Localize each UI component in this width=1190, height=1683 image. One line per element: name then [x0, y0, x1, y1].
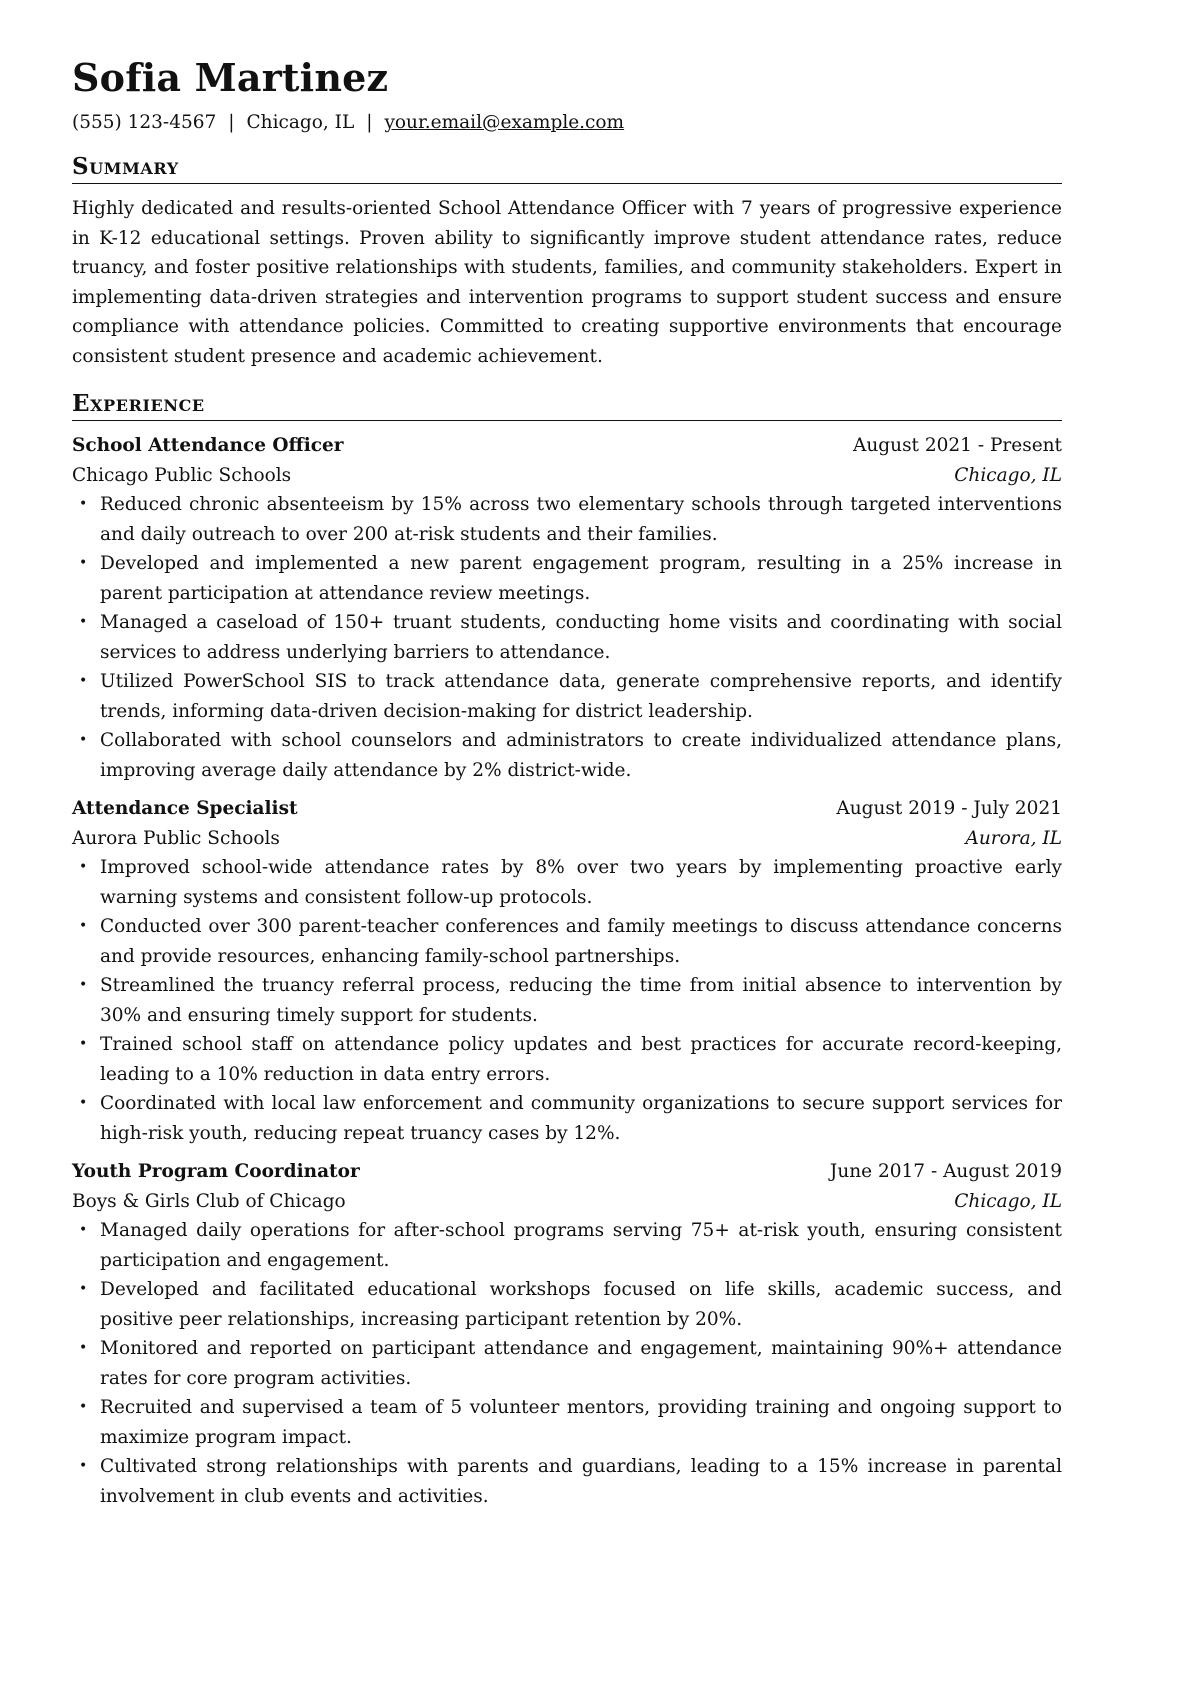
bullet-text: Reduced chronic absenteeism by 15% across two elementary schools through targeted interventions and daily outreach to over 200 at-risk students and their families. [100, 494, 1062, 545]
job-employer-row [72, 1187, 1062, 1217]
bullet-text: Recruited and supervised a team of 5 volunteer mentors, providing training and ongoing support to maximize program impact. [100, 1397, 1062, 1448]
bullet-text: Managed daily operations for after-school programs serving 75+ at-risk youth, ensuring consistent participation and engagement. [100, 1220, 1062, 1271]
bullet-icon: • [79, 977, 88, 994]
bullet-text: Managed a caseload of 150+ truant students, conducting home visits and coordinating with social services to address underlying barriers to attendance. [100, 612, 1062, 663]
job-employer: Boys & Girls Club of Chicago [72, 1190, 346, 1212]
job-header-row [72, 1157, 1062, 1187]
bullet-icon: • [79, 673, 88, 690]
list-item [72, 667, 1062, 726]
job-title: Youth Program Coordinator [72, 1161, 360, 1183]
job-employer: Chicago Public Schools [72, 464, 292, 486]
job-employer-row [72, 824, 1062, 854]
list-item [72, 1089, 1062, 1148]
bullet-icon: • [79, 918, 88, 935]
bullet-text: Streamlined the truancy referral process, reducing the time from initial absence to intervention by 30% and ensuring timely support for students. [100, 975, 1062, 1026]
job-dates: August 2021 - Present [853, 435, 1062, 457]
summary-heading: Summary [72, 154, 1062, 184]
list-item [72, 608, 1062, 667]
experience-list [72, 431, 1062, 1511]
job-header-row [72, 431, 1062, 461]
city: Chicago, IL [246, 111, 355, 133]
email-link[interactable]: your.email@example.com [384, 111, 625, 133]
list-item [72, 1216, 1062, 1275]
list-item [72, 1334, 1062, 1393]
bullet-text: Monitored and reported on participant attendance and engagement, maintaining 90%+ attendance rates for core program activities. [100, 1338, 1062, 1389]
bullet-text: Improved school-wide attendance rates by 8% over two years by implementing proactive early warning systems and consistent follow-up protocols. [100, 857, 1062, 908]
job-bullets [72, 853, 1062, 1148]
bullet-icon: • [79, 859, 88, 876]
summary-text: Highly dedicated and results-oriented School Attendance Officer with 7 years of progressive experience in K-12 educational settings. Proven ability to significantly improve student attendance rates, reduce truancy, and foster positive relationships with students, families, and community stakeholders. Expert in implementing data-driven strategies and intervention programs to support student success and ensure compliance with attendance policies. Committed to creating supportive environments that encourage consistent student presence and academic achievement. [72, 198, 1062, 367]
job-title: Attendance Specialist [72, 798, 298, 820]
job-title: School Attendance Officer [72, 435, 344, 457]
list-item [72, 549, 1062, 608]
bullet-text: Developed and facilitated educational workshops focused on life skills, academic success, and positive peer relationships, increasing participant retention by 20%. [100, 1279, 1062, 1330]
job-employer-row [72, 461, 1062, 491]
bullet-text: Collaborated with school counselors and administrators to create individualized attendance plans, improving average daily attendance by 2% district-wide. [100, 730, 1062, 781]
job-location: Aurora, IL [965, 827, 1062, 849]
list-item [72, 1452, 1062, 1511]
phone-number: (555) 123-4567 [72, 111, 217, 133]
list-item [72, 853, 1062, 912]
job-bullets [72, 490, 1062, 785]
job-entry [72, 794, 1062, 1148]
bullet-icon: • [79, 1458, 88, 1475]
job-bullets [72, 1216, 1062, 1511]
job-header-row [72, 794, 1062, 824]
job-entry [72, 1157, 1062, 1511]
experience-heading: Experience [72, 391, 1062, 421]
bullet-text: Cultivated strong relationships with parents and guardians, leading to a 15% increase in parental involvement in club events and activities. [100, 1456, 1062, 1507]
job-dates: June 2017 - August 2019 [829, 1161, 1062, 1183]
bullet-text: Conducted over 300 parent-teacher conferences and family meetings to discuss attendance concerns and provide resources, enhancing family-school partnerships. [100, 916, 1062, 967]
list-item [72, 490, 1062, 549]
bullet-icon: • [79, 1036, 88, 1053]
contact-separator: | [228, 111, 235, 133]
job-employer: Aurora Public Schools [72, 827, 280, 849]
list-item [72, 971, 1062, 1030]
list-item [72, 912, 1062, 971]
contact-line [72, 112, 1062, 134]
bullet-icon: • [79, 1095, 88, 1112]
bullet-text: Developed and implemented a new parent engagement program, resulting in a 25% increase in parent participation at attendance review meetings. [100, 553, 1062, 604]
bullet-icon: • [79, 732, 88, 749]
bullet-text: Coordinated with local law enforcement and community organizations to secure support services for high-risk youth, reducing repeat truancy cases by 12%. [100, 1093, 1062, 1144]
contact-separator: | [366, 111, 373, 133]
candidate-name: Sofia Martinez [72, 55, 389, 100]
job-dates: August 2019 - July 2021 [836, 798, 1062, 820]
job-location: Chicago, IL [954, 464, 1062, 486]
bullet-text: Trained school staff on attendance policy updates and best practices for accurate record-keeping, leading to a 10% reduction in data entry errors. [100, 1034, 1062, 1085]
list-item [72, 1030, 1062, 1089]
bullet-icon: • [79, 1340, 88, 1357]
list-item [72, 726, 1062, 785]
job-entry [72, 431, 1062, 785]
list-item [72, 1275, 1062, 1334]
list-item [72, 1393, 1062, 1452]
bullet-icon: • [79, 614, 88, 631]
bullet-icon: • [79, 1399, 88, 1416]
bullet-icon: • [79, 1222, 88, 1239]
bullet-icon: • [79, 496, 88, 513]
bullet-text: Utilized PowerSchool SIS to track attendance data, generate comprehensive reports, and identify trends, informing data-driven decision-making for district leadership. [100, 671, 1062, 722]
bullet-icon: • [79, 1281, 88, 1298]
bullet-icon: • [79, 555, 88, 572]
job-location: Chicago, IL [954, 1190, 1062, 1212]
